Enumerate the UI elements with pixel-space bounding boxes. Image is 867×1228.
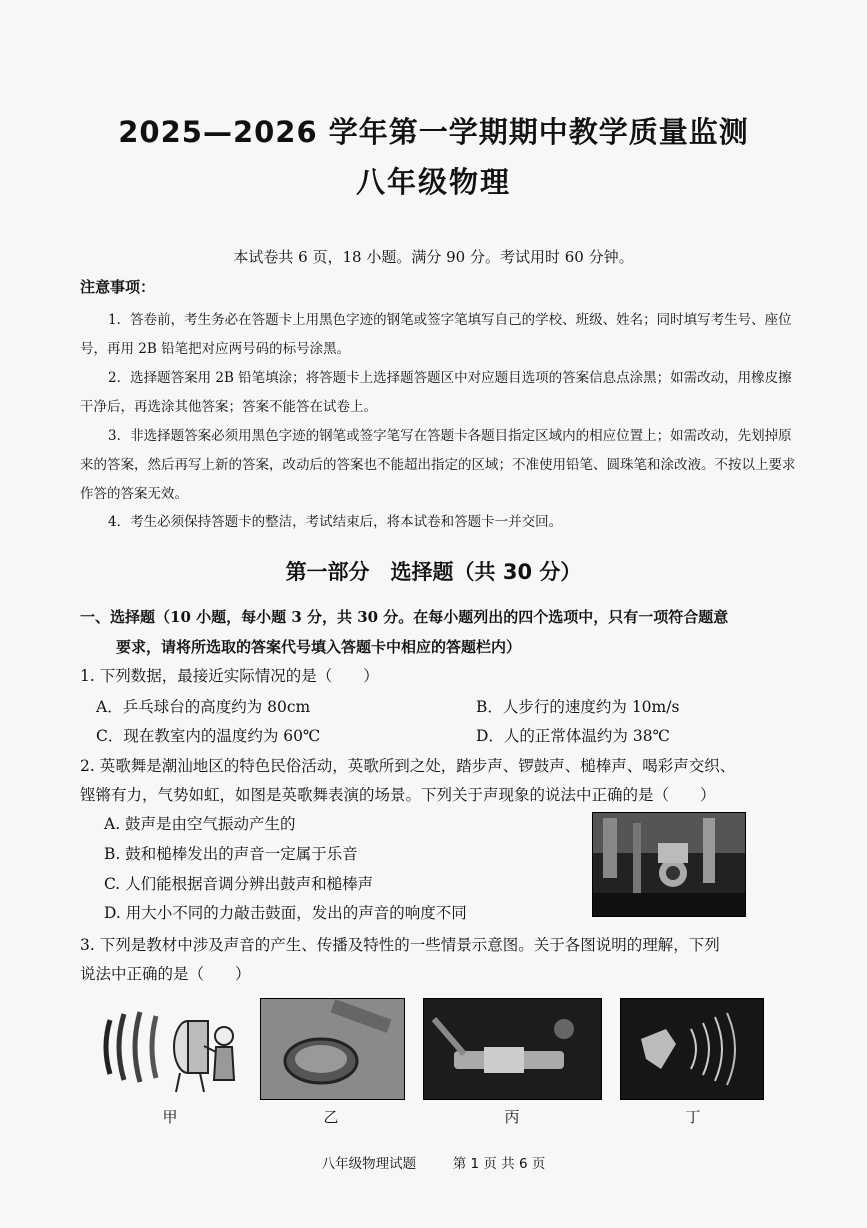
footer-subject: 八年级物理试题 [321, 1156, 417, 1172]
q2-option-b: B. 鼓和槌棒发出的声音一定属于乐音 [104, 845, 358, 863]
q2-option-d: D. 用大小不同的力敲击鼓面，发出的声音的响度不同 [104, 904, 467, 922]
notice-item-1: 1．答卷前，考生务必在答题卡上用黑色字迹的钢笔或签字笔填写自己的学校、班级、姓名；同时填写考生号、座位号，再用 2B 铅笔把对应两号码的标号涂黑。 [80, 312, 792, 357]
q2-option-a: A. 鼓声是由空气振动产生的 [104, 815, 296, 833]
q1-option-b: B．人步行的速度约为 10m/s [476, 698, 680, 716]
section-instruction [80, 602, 800, 662]
figure-jia-drum-illustration [100, 1000, 240, 1095]
footer-page-number: 第 1 页 共 6 页 [452, 1156, 546, 1172]
notice-heading: 注意事项： [80, 278, 156, 296]
q1-option-c: C．现在教室内的温度约为 60℃ [96, 727, 321, 745]
page-footer [0, 1152, 867, 1172]
q2-option-c: C. 人们能根据音调分辨出鼓声和槌棒声 [104, 875, 374, 893]
exam-info: 本试卷共 6 页，18 小题。满分 90 分。考试用时 60 分钟。 [233, 248, 634, 266]
caption-jia: 甲 [162, 1108, 178, 1126]
figure-bing-photo [423, 998, 602, 1100]
notice-item-3: 3．非选择题答案必须用黑色字迹的钢笔或签字笔写在答题卡各题目指定区域内的相应位置上；如需改动，先划掉原来的答案，然后再写上新的答案，改动后的答案也不能超出指定的区域；不准使用铅笔、圆珠笔和涂改液。不按以上要求作答的答案无效。 [80, 428, 796, 502]
caption-yi: 乙 [323, 1108, 339, 1126]
section-title: 第一部分 选择题（共 30 分） [285, 560, 582, 584]
yingge-dance-photo [592, 812, 746, 917]
exam-title: 2025—2026 学年第一学期期中教学质量监测 [118, 115, 749, 149]
q3-stem-line-1: 3. 下列是教材中涉及声音的产生、传播及特性的一些情景示意图。关于各图说明的理解，下列 [80, 936, 720, 954]
q1-stem: 1. 下列数据，最接近实际情况的是（ ） [80, 667, 379, 685]
instruction-line-2: 要求，请将所选取的答案代号填入答题卡中相应的答题栏内） [116, 638, 522, 656]
figure-yi-photo [260, 998, 405, 1100]
q3-stem-line-2: 说法中正确的是（ ） [80, 965, 251, 983]
notice-item-2: 2．选择题答案用 2B 铅笔填涂；将答题卡上选择题答题区中对应题目选项的答案信息点涂黑；如需改动，用橡皮擦干净后，再选涂其他答案；答案不能答在试卷上。 [80, 370, 792, 415]
caption-ding: 丁 [685, 1108, 701, 1126]
q1-option-d: D．人的正常体温约为 38℃ [476, 727, 670, 745]
caption-bing: 丙 [504, 1108, 520, 1126]
q2-stem-line-1: 2. 英歌舞是潮汕地区的特色民俗活动，英歌所到之处，踏步声、锣鼓声、槌棒声、喝彩声交织、 [80, 757, 736, 775]
instruction-line-1: 一、选择题（10 小题，每小题 3 分，共 30 分。在每小题列出的四个选项中，只有一项符合题意 [80, 608, 729, 626]
q1-option-a: A．乒乓球台的高度约为 80cm [96, 698, 311, 716]
q2-stem-line-2: 铿锵有力，气势如虹，如图是英歌舞表演的场景。下列关于声现象的说法中正确的是（ ） [80, 786, 716, 804]
notice-item-4: 4．考生必须保持答题卡的整洁，考试结束后，将本试卷和答题卡一并交回。 [108, 514, 563, 530]
exam-subtitle: 八年级物理 [355, 165, 511, 199]
figure-ding-bat-photo [620, 998, 764, 1100]
